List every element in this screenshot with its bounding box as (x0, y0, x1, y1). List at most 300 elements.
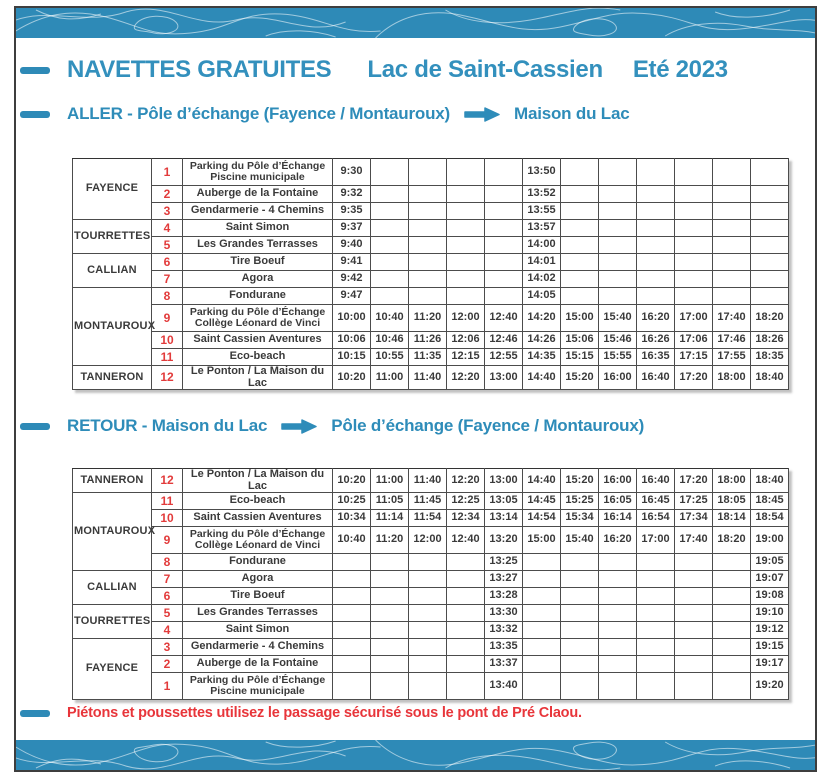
time-cell: 10:25 (333, 493, 371, 510)
time-cell: 19:15 (751, 639, 789, 656)
time-cell (409, 186, 447, 203)
time-cell (599, 288, 637, 305)
retour-heading-right: Pôle d’échange (Fayence / Montauroux) (331, 416, 645, 435)
time-cell: 9:35 (333, 203, 371, 220)
stop-number-cell: 5 (152, 605, 183, 622)
table-row (73, 288, 789, 305)
time-cell: 15:34 (561, 510, 599, 527)
stop-number-cell: 8 (152, 554, 183, 571)
time-cell (371, 159, 409, 186)
stop-name-cell: Saint Simon (183, 220, 333, 237)
time-cell (371, 673, 409, 700)
stop-name-cell: Le Ponton / La Maison du Lac (183, 469, 333, 493)
accent-dash-icon (20, 67, 50, 74)
time-cell (371, 554, 409, 571)
time-cell (713, 622, 751, 639)
time-cell (409, 220, 447, 237)
time-cell (523, 622, 561, 639)
time-cell (561, 605, 599, 622)
time-cell (751, 254, 789, 271)
time-cell (409, 288, 447, 305)
aller-heading-left: ALLER - Pôle d’échange (Fayence / Montauroux) (67, 104, 450, 123)
time-cell (713, 203, 751, 220)
time-cell: 18:00 (713, 366, 751, 390)
stop-number-cell: 11 (152, 349, 183, 366)
stop-name-cell: Fondurane (183, 554, 333, 571)
time-cell (599, 605, 637, 622)
time-cell (371, 288, 409, 305)
time-cell: 13:27 (485, 571, 523, 588)
time-cell: 19:20 (751, 673, 789, 700)
aller-heading (20, 104, 629, 124)
time-cell: 15:46 (599, 332, 637, 349)
time-cell (751, 271, 789, 288)
time-cell (561, 237, 599, 254)
time-cell (447, 639, 485, 656)
time-cell (409, 588, 447, 605)
time-cell (637, 271, 675, 288)
time-cell: 13:05 (485, 493, 523, 510)
stop-name-cell: Agora (183, 571, 333, 588)
time-cell: 13:30 (485, 605, 523, 622)
table-row (73, 493, 789, 510)
time-cell: 16:40 (637, 366, 675, 390)
commune-cell: FAYENCE (73, 639, 152, 700)
time-cell: 17:25 (675, 493, 713, 510)
stop-name-cell: Le Ponton / La Maison du Lac (183, 366, 333, 390)
time-cell: 10:06 (333, 332, 371, 349)
retour-heading-left: RETOUR - Maison du Lac (67, 416, 268, 435)
time-cell (523, 605, 561, 622)
time-cell (371, 220, 409, 237)
time-cell (409, 237, 447, 254)
time-cell: 15:00 (561, 305, 599, 332)
time-cell (371, 622, 409, 639)
time-cell: 10:20 (333, 366, 371, 390)
stop-number-cell: 6 (152, 254, 183, 271)
time-cell: 9:37 (333, 220, 371, 237)
time-cell: 11:20 (409, 305, 447, 332)
stop-number-cell: 11 (152, 493, 183, 510)
table-row (73, 622, 789, 639)
time-cell: 13:32 (485, 622, 523, 639)
table-row (73, 349, 789, 366)
time-cell: 13:00 (485, 469, 523, 493)
time-cell: 18:26 (751, 332, 789, 349)
stop-number-cell: 10 (152, 510, 183, 527)
time-cell: 14:40 (523, 366, 561, 390)
time-cell: 16:54 (637, 510, 675, 527)
time-cell: 10:40 (371, 305, 409, 332)
commune-cell: TANNERON (73, 469, 152, 493)
time-cell: 12:40 (485, 305, 523, 332)
time-cell: 15:40 (561, 527, 599, 554)
time-cell: 11:35 (409, 349, 447, 366)
time-cell: 16:40 (637, 469, 675, 493)
stop-name-cell: Saint Cassien Aventures (183, 510, 333, 527)
time-cell (637, 186, 675, 203)
time-cell (371, 271, 409, 288)
time-cell: 12:25 (447, 493, 485, 510)
stop-name-cell: Auberge de la Fontaine (183, 656, 333, 673)
stop-number-cell: 3 (152, 203, 183, 220)
time-cell (675, 220, 713, 237)
stop-number-cell: 1 (152, 673, 183, 700)
stop-number-cell: 7 (152, 571, 183, 588)
time-cell (523, 571, 561, 588)
stop-name-cell: Tire Boeuf (183, 588, 333, 605)
time-cell (637, 588, 675, 605)
time-cell (485, 288, 523, 305)
time-cell (751, 288, 789, 305)
table-row (73, 254, 789, 271)
time-cell: 9:42 (333, 271, 371, 288)
table-row (73, 639, 789, 656)
time-cell (675, 203, 713, 220)
time-cell (713, 186, 751, 203)
time-cell (675, 622, 713, 639)
time-cell: 14:00 (523, 237, 561, 254)
time-cell: 16:00 (599, 469, 637, 493)
time-cell (447, 588, 485, 605)
time-cell (713, 588, 751, 605)
time-cell: 17:40 (713, 305, 751, 332)
time-cell (371, 254, 409, 271)
time-cell (713, 673, 751, 700)
time-cell: 18:20 (713, 527, 751, 554)
time-cell (675, 159, 713, 186)
time-cell: 17:46 (713, 332, 751, 349)
time-cell: 11:14 (371, 510, 409, 527)
time-cell: 17:15 (675, 349, 713, 366)
time-cell: 18:20 (751, 305, 789, 332)
time-cell: 18:54 (751, 510, 789, 527)
time-cell: 10:40 (333, 527, 371, 554)
time-cell: 18:00 (713, 469, 751, 493)
time-cell: 19:00 (751, 527, 789, 554)
commune-cell: TANNERON (73, 366, 152, 390)
aller-table (72, 158, 789, 390)
time-cell: 17:20 (675, 469, 713, 493)
time-cell: 15:15 (561, 349, 599, 366)
time-cell (751, 159, 789, 186)
time-cell (675, 271, 713, 288)
time-cell (447, 159, 485, 186)
time-cell: 11:00 (371, 366, 409, 390)
time-cell (447, 186, 485, 203)
time-cell (523, 588, 561, 605)
time-cell (675, 571, 713, 588)
time-cell: 9:40 (333, 237, 371, 254)
time-cell: 9:32 (333, 186, 371, 203)
time-cell: 18:35 (751, 349, 789, 366)
time-cell: 17:20 (675, 366, 713, 390)
time-cell (447, 220, 485, 237)
time-cell: 19:08 (751, 588, 789, 605)
stop-name-cell: Agora (183, 271, 333, 288)
time-cell (599, 203, 637, 220)
time-cell (371, 571, 409, 588)
stop-name-cell: Parking du Pôle d’Échange Collège Léonard de Vinci (183, 527, 333, 554)
time-cell (333, 605, 371, 622)
commune-cell: CALLIAN (73, 254, 152, 288)
time-cell (675, 554, 713, 571)
table-row (73, 237, 789, 254)
time-cell (371, 588, 409, 605)
retour-heading (20, 416, 644, 436)
time-cell: 10:55 (371, 349, 409, 366)
stop-number-cell: 2 (152, 656, 183, 673)
stop-name-cell: Auberge de la Fontaine (183, 186, 333, 203)
time-cell (637, 639, 675, 656)
time-cell: 15:00 (523, 527, 561, 554)
time-cell: 14:26 (523, 332, 561, 349)
time-cell (333, 656, 371, 673)
time-cell: 12:20 (447, 469, 485, 493)
stop-name-cell: Tire Boeuf (183, 254, 333, 271)
time-cell: 16:05 (599, 493, 637, 510)
stop-name-cell: Saint Simon (183, 622, 333, 639)
topo-pattern (16, 740, 815, 770)
time-cell (713, 237, 751, 254)
time-cell (561, 271, 599, 288)
time-cell (409, 656, 447, 673)
stop-name-cell: Fondurane (183, 288, 333, 305)
time-cell (599, 639, 637, 656)
table-row (73, 605, 789, 622)
time-cell: 9:30 (333, 159, 371, 186)
time-cell (409, 554, 447, 571)
time-cell (523, 639, 561, 656)
time-cell: 13:50 (523, 159, 561, 186)
time-cell (637, 159, 675, 186)
time-cell: 10:00 (333, 305, 371, 332)
time-cell: 12:46 (485, 332, 523, 349)
time-cell: 16:20 (637, 305, 675, 332)
table-row (73, 366, 789, 390)
time-cell (561, 622, 599, 639)
time-cell (713, 220, 751, 237)
time-cell: 11:26 (409, 332, 447, 349)
aller-heading-right: Maison du Lac (514, 104, 630, 123)
time-cell: 14:20 (523, 305, 561, 332)
commune-cell: MONTAUROUX (73, 493, 152, 571)
time-cell (637, 622, 675, 639)
time-cell: 12:00 (447, 305, 485, 332)
time-cell (561, 656, 599, 673)
time-cell (447, 656, 485, 673)
time-cell (675, 656, 713, 673)
page-frame (14, 6, 817, 772)
stop-number-cell: 3 (152, 639, 183, 656)
stop-number-cell: 4 (152, 622, 183, 639)
time-cell: 10:34 (333, 510, 371, 527)
time-cell: 10:46 (371, 332, 409, 349)
time-cell (447, 288, 485, 305)
time-cell (675, 588, 713, 605)
time-cell (371, 237, 409, 254)
time-cell: 16:35 (637, 349, 675, 366)
time-cell (713, 605, 751, 622)
stop-number-cell: 10 (152, 332, 183, 349)
time-cell (447, 673, 485, 700)
time-cell: 11:05 (371, 493, 409, 510)
time-cell (447, 271, 485, 288)
table-row (73, 332, 789, 349)
retour-table (72, 468, 789, 700)
time-cell (713, 288, 751, 305)
commune-cell: TOURRETTES (73, 220, 152, 254)
time-cell: 12:15 (447, 349, 485, 366)
time-cell: 12:40 (447, 527, 485, 554)
stop-number-cell: 7 (152, 271, 183, 288)
stop-name-cell: Parking du Pôle d’Échange Piscine municipale (183, 159, 333, 186)
time-cell (637, 571, 675, 588)
stop-number-cell: 2 (152, 186, 183, 203)
time-cell (751, 203, 789, 220)
time-cell: 19:17 (751, 656, 789, 673)
time-cell (599, 271, 637, 288)
time-cell (713, 554, 751, 571)
stop-name-cell: Parking du Pôle d’Échange Piscine municipale (183, 673, 333, 700)
time-cell (675, 673, 713, 700)
table-row (73, 271, 789, 288)
stop-name-cell: Eco-beach (183, 349, 333, 366)
time-cell (599, 554, 637, 571)
table-row (73, 203, 789, 220)
time-cell (675, 237, 713, 254)
accent-dash-icon (20, 423, 50, 430)
time-cell (447, 605, 485, 622)
time-cell (713, 571, 751, 588)
table-row (73, 527, 789, 554)
time-cell: 16:26 (637, 332, 675, 349)
table-row (73, 656, 789, 673)
time-cell (599, 656, 637, 673)
time-cell: 17:00 (637, 527, 675, 554)
time-cell (485, 271, 523, 288)
time-cell: 14:45 (523, 493, 561, 510)
time-cell: 18:14 (713, 510, 751, 527)
time-cell: 11:54 (409, 510, 447, 527)
page-title (67, 56, 728, 84)
stop-name-cell: Parking du Pôle d’Échange Collège Léonard de Vinci (183, 305, 333, 332)
time-cell (409, 159, 447, 186)
time-cell: 13:40 (485, 673, 523, 700)
time-cell (637, 673, 675, 700)
time-cell: 12:06 (447, 332, 485, 349)
commune-cell: MONTAUROUX (73, 288, 152, 366)
topo-banner-top (16, 8, 815, 38)
stop-number-cell: 1 (152, 159, 183, 186)
time-cell: 17:55 (713, 349, 751, 366)
time-cell: 12:34 (447, 510, 485, 527)
time-cell (599, 220, 637, 237)
time-cell (561, 159, 599, 186)
time-cell (409, 254, 447, 271)
table-row (73, 186, 789, 203)
time-cell: 9:41 (333, 254, 371, 271)
time-cell (675, 186, 713, 203)
time-cell: 13:52 (523, 186, 561, 203)
time-cell: 18:45 (751, 493, 789, 510)
time-cell (409, 571, 447, 588)
arrow-right-icon (281, 419, 317, 434)
time-cell: 14:05 (523, 288, 561, 305)
time-cell (751, 220, 789, 237)
time-cell: 15:06 (561, 332, 599, 349)
time-cell: 11:20 (371, 527, 409, 554)
time-cell (713, 254, 751, 271)
time-cell (713, 639, 751, 656)
time-cell: 12:00 (409, 527, 447, 554)
stop-number-cell: 8 (152, 288, 183, 305)
stop-number-cell: 5 (152, 237, 183, 254)
topo-pattern (16, 8, 815, 38)
stop-number-cell: 12 (152, 366, 183, 390)
time-cell: 17:40 (675, 527, 713, 554)
time-cell (561, 554, 599, 571)
table-row (73, 510, 789, 527)
table-row (73, 159, 789, 186)
time-cell (333, 639, 371, 656)
stop-name-cell: Saint Cassien Aventures (183, 332, 333, 349)
time-cell (637, 605, 675, 622)
time-cell (333, 673, 371, 700)
time-cell (599, 186, 637, 203)
time-cell (447, 254, 485, 271)
footer-note: Piétons et poussettes utilisez le passage sécurisé sous le pont de Pré Claou. (67, 705, 582, 721)
time-cell (409, 639, 447, 656)
time-cell (333, 588, 371, 605)
time-cell: 11:40 (409, 469, 447, 493)
time-cell: 17:00 (675, 305, 713, 332)
time-cell (485, 159, 523, 186)
title-row (20, 56, 728, 84)
time-cell (637, 237, 675, 254)
stop-number-cell: 9 (152, 527, 183, 554)
time-cell: 16:00 (599, 366, 637, 390)
time-cell (485, 254, 523, 271)
time-cell (409, 622, 447, 639)
time-cell (637, 554, 675, 571)
time-cell (561, 254, 599, 271)
time-cell: 9:47 (333, 288, 371, 305)
time-cell (333, 554, 371, 571)
time-cell: 16:20 (599, 527, 637, 554)
time-cell (675, 254, 713, 271)
time-cell: 17:06 (675, 332, 713, 349)
time-cell (713, 159, 751, 186)
table-row (73, 571, 789, 588)
time-cell: 15:25 (561, 493, 599, 510)
time-cell (447, 571, 485, 588)
time-cell (561, 203, 599, 220)
time-cell (409, 203, 447, 220)
time-cell (561, 288, 599, 305)
time-cell (371, 203, 409, 220)
time-cell (599, 159, 637, 186)
time-cell: 14:35 (523, 349, 561, 366)
time-cell (523, 656, 561, 673)
time-cell: 13:25 (485, 554, 523, 571)
aller-table-body (73, 159, 789, 390)
time-cell (675, 288, 713, 305)
time-cell: 14:40 (523, 469, 561, 493)
time-cell: 18:40 (751, 469, 789, 493)
time-cell: 13:57 (523, 220, 561, 237)
table-row (73, 588, 789, 605)
